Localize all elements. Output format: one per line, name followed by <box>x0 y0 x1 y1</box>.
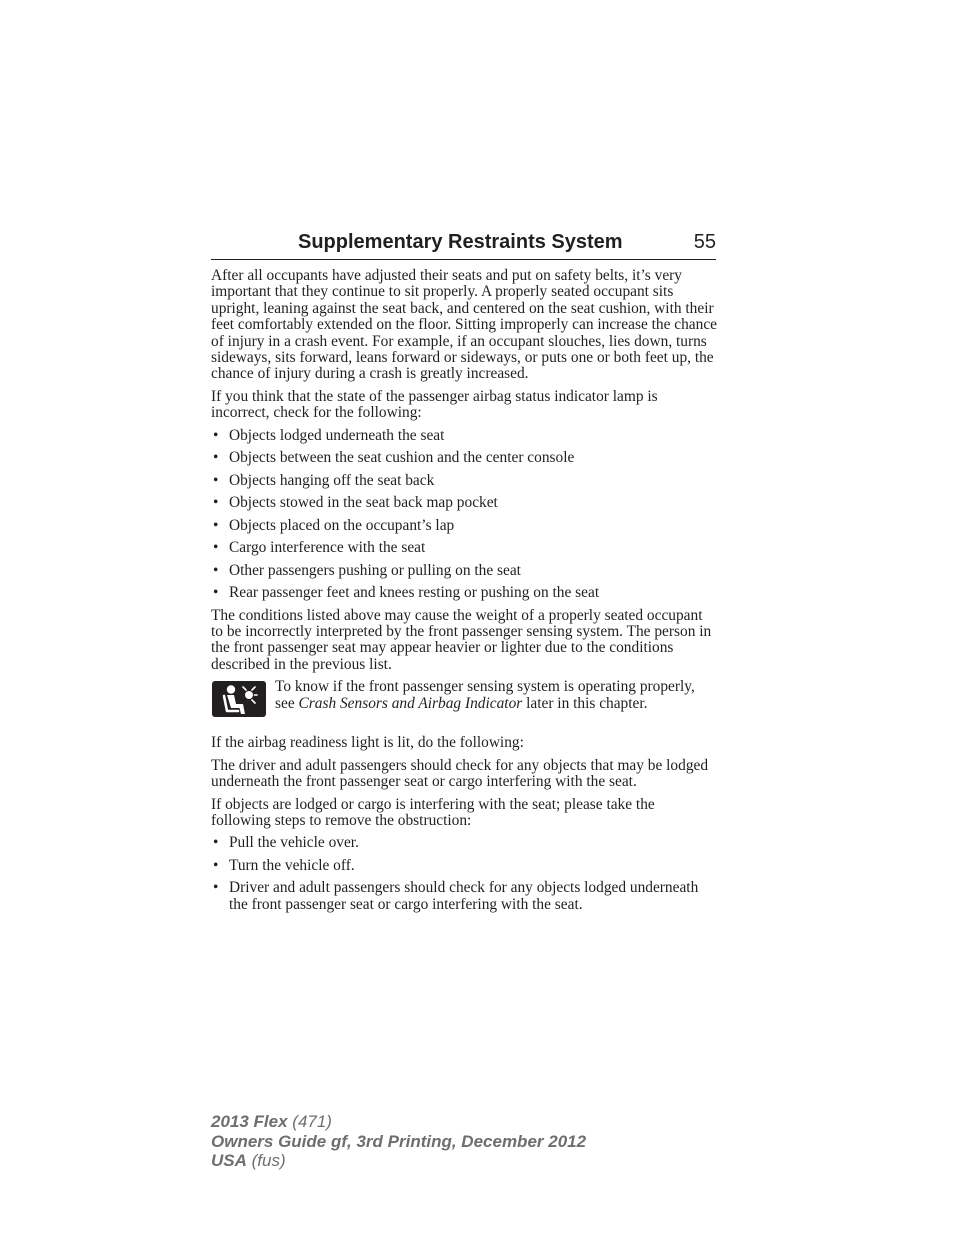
list-item: • Other passengers pushing or pulling on the seat <box>211 563 717 579</box>
list-item: • Driver and adult passengers should check for any objects lodged underneath the front passenger seat or cargo interfering with the seat. <box>211 880 717 913</box>
footer-guide-line: Owners Guide gf, 3rd Printing, December 2012 <box>211 1131 587 1151</box>
airbag-icon <box>212 681 266 717</box>
paragraph-driver-check: The driver and adult passengers should check for any objects that may be lodged underneath the front passenger seat or cargo interfering with the seat. <box>211 756 709 791</box>
note-text: To know if the front passenger sensing system is operating properly, see Crash Sensors and Airbag Indicator later in this chapter. <box>275 678 695 712</box>
list-item: • Objects hanging off the seat back <box>211 473 717 489</box>
page-footer <box>211 1112 586 1171</box>
paragraph-conditions: The conditions listed above may cause the weight of a properly seated occupant to be incorrectly interpreted by the front passenger sensing system. The person in the front passenger seat may appear heavier or lighter due to the conditions described in the previous list. <box>211 606 712 673</box>
paragraph-indicator-check: If you think that the state of the passenger airbag status indicator lamp is incorrect, check for the following: <box>211 387 658 422</box>
list-item: • Objects lodged underneath the seat <box>211 428 717 444</box>
list-item: • Rear passenger feet and knees resting or pushing on the seat <box>211 585 717 601</box>
paragraph-readiness-light: If the airbag readiness light is lit, do the following: <box>211 734 524 752</box>
page-body <box>211 268 717 919</box>
page-number: 55 <box>693 231 716 253</box>
steps-list <box>211 835 717 913</box>
list-item: • Objects stowed in the seat back map pocket <box>211 495 717 511</box>
cross-reference-link: Crash Sensors and Airbag Indicator <box>298 694 523 712</box>
list-item: • Cargo interference with the seat <box>211 540 717 556</box>
list-item: • Objects between the seat cushion and the center console <box>211 450 717 466</box>
page-header <box>211 229 716 260</box>
list-item: • Pull the vehicle over. <box>211 835 717 851</box>
list-item: • Objects placed on the occupant’s lap <box>211 518 717 534</box>
paragraph-seating: After all occupants have adjusted their seats and put on safety belts, it’s very important that they continue to sit properly. A properly seated occupant sits upright, leaning against the seat back, and centered on the seat cushion, with their feet comfortably extended on the floor. Sitting improperly can increase the chance of injury in a crash event. For example, if an occupant slouches, lies down, turns sideways, sits forward, leans forward or sideways, or puts one or both feet up, the chance of injury during a crash is greatly increased. <box>211 267 717 383</box>
paragraph-obstruction-steps: If objects are lodged or cargo is interfering with the seat; please take the following steps to remove the obstruction: <box>211 795 655 829</box>
list-item: • Turn the vehicle off. <box>211 858 717 874</box>
airbag-note <box>211 679 717 729</box>
section-title: Supplementary Restraints System <box>298 231 623 253</box>
checklist-objects <box>211 428 717 602</box>
footer-model-line: 2013 Flex (471) <box>211 1112 332 1131</box>
footer-market-line: USA (fus) <box>211 1151 286 1170</box>
